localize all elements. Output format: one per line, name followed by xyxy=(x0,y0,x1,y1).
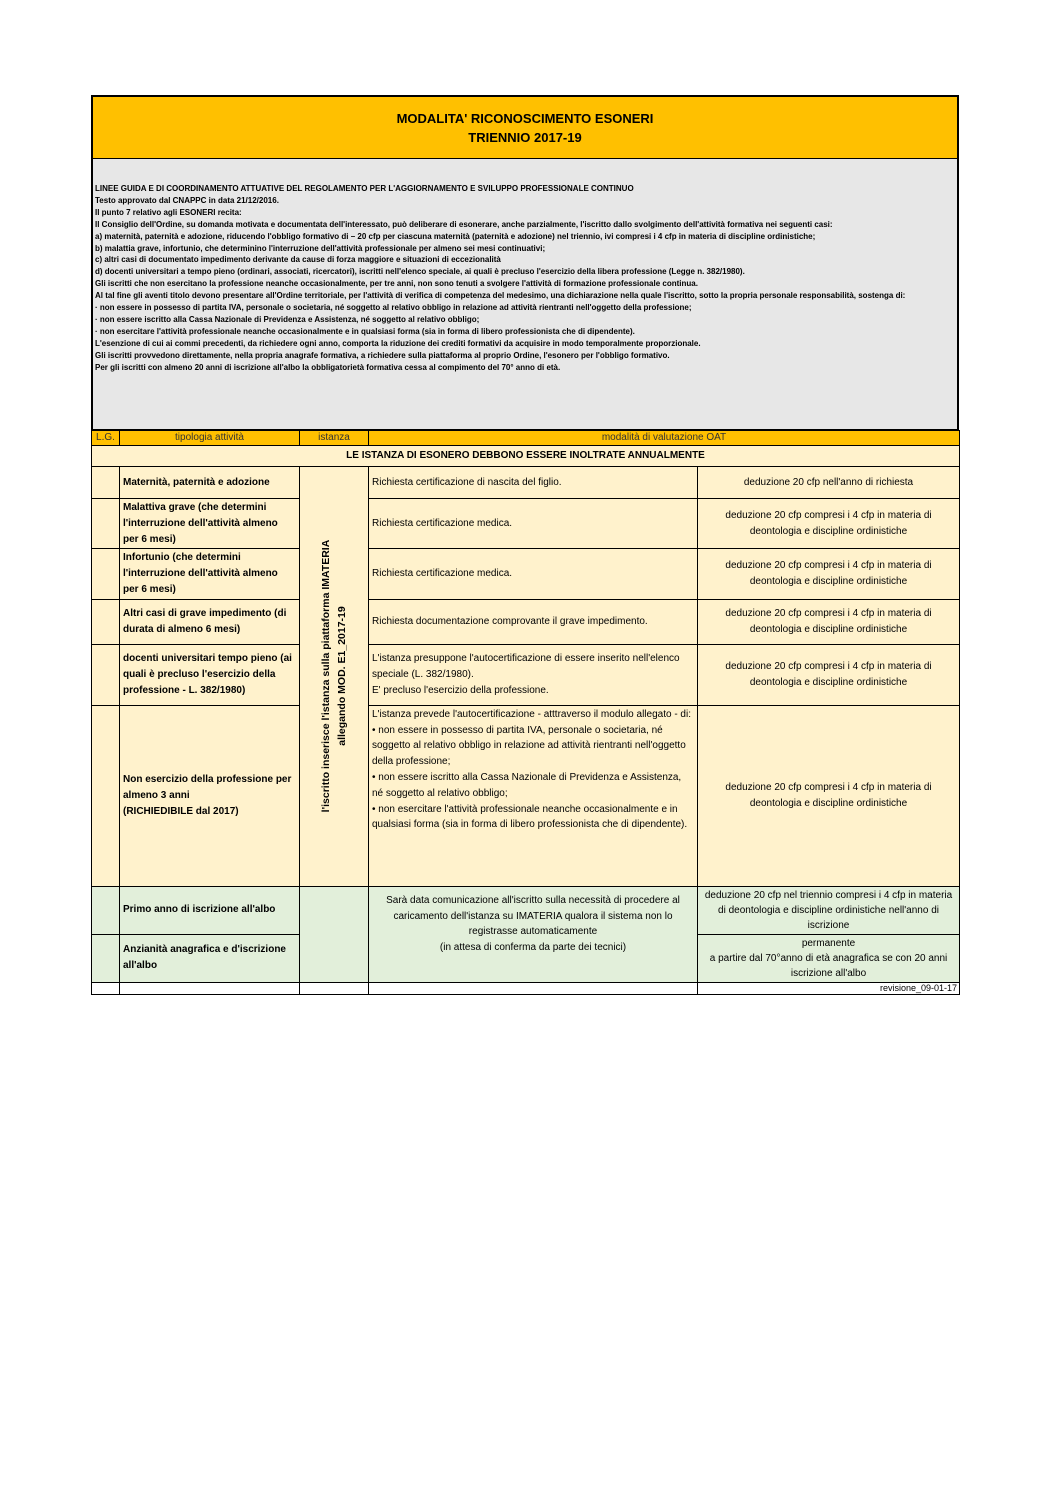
tipologia-cell: Primo anno di iscrizione all'albo xyxy=(120,886,300,934)
document-sheet xyxy=(91,95,959,995)
intro-line: Testo approvato dal CNAPPC in data 21/12/2016. xyxy=(95,195,279,205)
header-istanza: istanza xyxy=(300,431,369,446)
lg-cell xyxy=(92,467,120,499)
istanza-cell: Sarà data comunicazione all'iscritto sulla necessità di procedere al caricamento dell'istanza su IMATERIA qualora il sistema non lo registrasse automaticamente (in attesa di conferma da parte dei tecnici) xyxy=(369,886,698,982)
intro-line: Al tal fine gli aventi titolo devono presentare all'Ordine territoriale, per l'attività di verifica di competenza del medesimo, una dichiarazione nella quale l'iscritto, sotto la propria personale responsabilità, sostenga di: xyxy=(95,291,906,301)
footer-cell xyxy=(369,982,698,994)
annual-notice: LE ISTANZA DI ESONERO DEBBONO ESSERE INOLTRATE ANNUALMENTE xyxy=(92,446,960,467)
intro-line: Il Consiglio dell'Ordine, su domanda motivata e documentata dell'interessato, può deliberare di esonerare, anche parzialmente, l'iscritto dallo svolgimento dell'attività formativa nei seguenti casi: xyxy=(95,219,833,229)
lg-cell xyxy=(92,934,120,982)
intro-line: b) malattia grave, infortunio, che determinino l'interruzione dell'attività professionale per almeno sei mesi continuativi; xyxy=(95,243,546,253)
lg-cell xyxy=(92,886,120,934)
tipologia-cell: Infortunio (che determini l'interruzione dell'attività almeno per 6 mesi) xyxy=(120,549,300,599)
header-lg: L.G. xyxy=(92,431,120,446)
intro-line: LINEE GUIDA E DI COORDINAMENTO ATTUATIVE DEL REGOLAMENTO PER L'AGGIORNAMENTO E SVILUPPO PROFESSIONALE CONTINUO xyxy=(95,184,634,193)
intro-line: · non essere iscritto alla Cassa Nazionale di Previdenza e Assistenza, né soggetto al relativo obbligo; xyxy=(95,314,480,324)
valutazione-cell: deduzione 20 cfp nel triennio compresi i 4 cfp in materia di deontologia e discipline ordinistiche nell'anno di iscrizione xyxy=(698,886,960,934)
lg-cell xyxy=(92,599,120,644)
intro-line: · non essere in possesso di partita IVA, personale o societaria, né soggetto al relativo obbligo in relazione ad attività rientranti nell'oggetto della professione; xyxy=(95,303,692,313)
valutazione-cell: deduzione 20 cfp nell'anno di richiesta xyxy=(698,467,960,499)
footer-cell xyxy=(120,982,300,994)
istanza-cell: Richiesta documentazione comprovante il grave impedimento. xyxy=(369,599,698,644)
tipologia-cell: Non esercizio della professione per almeno 3 anni (RICHIEDIBILE dal 2017) xyxy=(120,705,300,886)
lg-cell xyxy=(92,499,120,549)
istanza-cell: L'istanza presuppone l'autocertificazione di essere inserito nell'elenco speciale (L. 382/1980). E' precluso l'esercizio della professione. xyxy=(369,644,698,705)
istanza-empty-cell xyxy=(300,886,369,982)
istanza-cell: L'istanza prevede l'autocertificazione - atttraverso il modulo allegato - di: • non essere in possesso di partita IVA, personale o societaria, né soggetto al relativo obbligo in relazione ad attività rientranti nell'oggetto della professione; • non essere iscritto alla Cassa Nazionale di Previdenza e Assistenza, né soggetto al relativo obbligo; • non esercitare l'attività professionale neanche occasionalmente e in qualsiasi forma (sia in forma di libero professionista che di dipendente). xyxy=(369,705,698,886)
title-box xyxy=(91,95,959,159)
valutazione-cell: deduzione 20 cfp compresi i 4 cfp in materia di deontologia e discipline ordinistiche xyxy=(698,705,960,886)
intro-line: L'esenzione di cui ai commi precedenti, da richiedere ogni anno, comporta la riduzione dei crediti formativi da acquisire in modo temporalmente proporzionale. xyxy=(95,338,701,348)
intro-line: c) altri casi di documentato impedimento derivante da cause di forza maggiore e situazioni di eccezionalità xyxy=(95,255,501,265)
table-header-row xyxy=(92,431,960,446)
header-tipologia: tipologia attività xyxy=(120,431,300,446)
tipologia-cell: Anzianità anagrafica e d'iscrizione all'albo xyxy=(120,934,300,982)
istanza-vertical-text: l'iscritto inserisce l'istanza sulla piattaforma IMATERIA allegando MOD. E1_2017-19 xyxy=(320,540,348,813)
intro-line: Il punto 7 relativo agli ESONERI recita: xyxy=(95,207,242,217)
tipologia-cell: Malattiva grave (che determini l'interruzione dell'attività almeno per 6 mesi) xyxy=(120,499,300,549)
lg-cell xyxy=(92,549,120,599)
intro-line: Per gli iscritti con almeno 20 anni di iscrizione all'albo la obbligatorietà formativa cessa al compimento del 70° anno di età. xyxy=(95,362,561,372)
page-subtitle: TRIENNIO 2017-19 xyxy=(468,129,582,145)
revision-label: revisione_09-01-17 xyxy=(698,982,960,994)
valutazione-cell: permanente a partire dal 70°anno di età anagrafica se con 20 anni iscrizione all'albo xyxy=(698,934,960,982)
intro-line: a) maternità, paternità e adozione, riducendo l'obbligo formativo di – 20 cfp per ciascuna maternità (paternità e adozione) nel triennio, ivi compresi i 4 cfp in materia di discipline ordinistiche; xyxy=(95,231,816,241)
table-row xyxy=(92,499,960,549)
exemptions-table xyxy=(91,430,960,995)
page-title: MODALITA' RICONOSCIMENTO ESONERI xyxy=(396,110,654,126)
table-row xyxy=(92,549,960,599)
table-row xyxy=(92,599,960,644)
tipologia-cell: Maternità, paternità e adozione xyxy=(120,467,300,499)
valutazione-cell: deduzione 20 cfp compresi i 4 cfp in materia di deontologia e discipline ordinistiche xyxy=(698,549,960,599)
header-modalita: modalità di valutazione OAT xyxy=(369,431,960,446)
footer-row xyxy=(92,982,960,994)
intro-line: d) docenti universitari a tempo pieno (ordinari, associati, ricercatori), iscritti nell'elenco speciale, ai quali è precluso l'esercizio della libera professione (Legge n. 382/1980). xyxy=(95,267,745,277)
table-row xyxy=(92,467,960,499)
table-row xyxy=(92,886,960,934)
istanza-cell: Richiesta certificazione medica. xyxy=(369,549,698,599)
istanza-cell: Richiesta certificazione medica. xyxy=(369,499,698,549)
lg-cell xyxy=(92,705,120,886)
notice-row xyxy=(92,446,960,467)
istanza-vertical-cell xyxy=(300,467,369,887)
tipologia-cell: Altri casi di grave impedimento (di durata di almeno 6 mesi) xyxy=(120,599,300,644)
intro-line: · non esercitare l'attività professionale neanche occasionalmente e in qualsiasi forma (sia in forma di libero professionista che di dipendente). xyxy=(95,326,635,336)
valutazione-cell: deduzione 20 cfp compresi i 4 cfp in materia di deontologia e discipline ordinistiche xyxy=(698,499,960,549)
footer-cell xyxy=(92,982,120,994)
footer-cell xyxy=(300,982,369,994)
table-row xyxy=(92,705,960,886)
valutazione-cell: deduzione 20 cfp compresi i 4 cfp in materia di deontologia e discipline ordinistiche xyxy=(698,599,960,644)
istanza-cell: Richiesta certificazione di nascita del figlio. xyxy=(369,467,698,499)
table-row xyxy=(92,644,960,705)
valutazione-cell: deduzione 20 cfp compresi i 4 cfp in materia di deontologia e discipline ordinistiche xyxy=(698,644,960,705)
intro-line: Gli iscritti che non esercitano la professione neanche occasionalmente, per tre anni, non sono tenuti a svolgere l'attività di formazione professionale continua. xyxy=(95,279,698,289)
tipologia-cell: docenti universitari tempo pieno (ai quali è precluso l'esercizio della professione - L. 382/1980) xyxy=(120,644,300,705)
lg-cell xyxy=(92,644,120,705)
intro-text-block xyxy=(91,159,959,430)
intro-line: Gli iscritti provvedono direttamente, nella propria anagrafe formativa, a richiedere sulla piattaforma al proprio Ordine, l'esonero per l'obbligo formativo. xyxy=(95,350,670,360)
